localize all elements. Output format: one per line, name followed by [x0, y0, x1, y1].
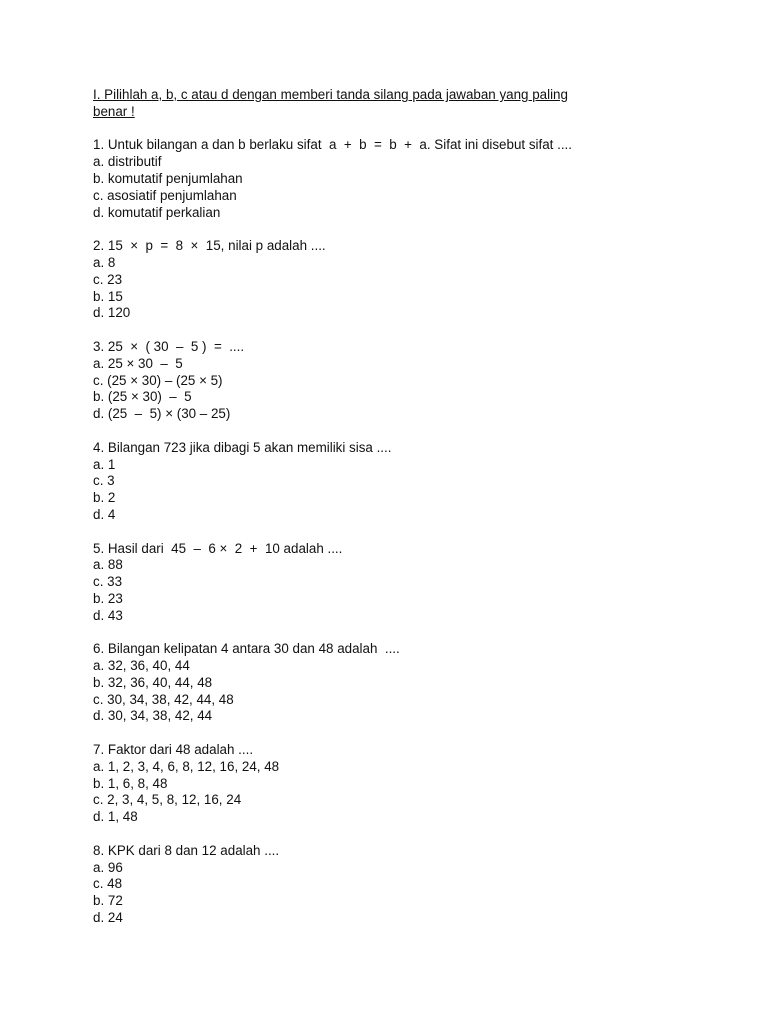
answer-option: c. 30, 34, 38, 42, 44, 48 — [93, 691, 234, 707]
answer-option: b. 1, 6, 8, 48 — [93, 775, 168, 791]
answer-option: d. 1, 48 — [93, 809, 138, 825]
answer-option: c. 48 — [93, 876, 123, 892]
question-3 — [93, 339, 693, 423]
answer-option: d. 120 — [93, 305, 131, 321]
question-1 — [93, 137, 693, 221]
answer-option-a: a. distributif — [93, 154, 162, 170]
question-text: 5. Hasil dari 45 – 6 × 2 + 10 adalah .... — [93, 540, 343, 556]
question-text: 4. Bilangan 723 jika dibagi 5 akan memiliki sisa .... — [93, 439, 392, 455]
question-8 — [93, 843, 693, 927]
answer-option: b. 32, 36, 40, 44, 48 — [93, 674, 213, 690]
answer-option: a. 1, 2, 3, 4, 6, 8, 12, 16, 24, 48 — [93, 758, 280, 774]
answer-option: a. 25 × 30 – 5 — [93, 355, 183, 371]
answer-option: b. 15 — [93, 288, 123, 304]
answer-option: c. 33 — [93, 574, 123, 590]
answer-option: d. 30, 34, 38, 42, 44 — [93, 708, 213, 724]
answer-option: a. 32, 36, 40, 44 — [93, 658, 190, 674]
answer-option: c. 2, 3, 4, 5, 8, 12, 16, 24 — [93, 792, 242, 808]
question-text: 3. 25 × ( 30 – 5 ) = .... — [93, 338, 245, 354]
answer-option-c: c. asosiatif penjumlahan — [93, 187, 237, 203]
question-2 — [93, 238, 693, 322]
instruction-line-1: I. Pilihlah a, b, c atau d dengan memberi tanda silang pada jawaban yang paling — [93, 87, 568, 102]
answer-option: d. (25 – 5) × (30 – 25) — [93, 406, 231, 422]
question-6 — [93, 641, 693, 725]
question-text: 7. Faktor dari 48 adalah .... — [93, 742, 254, 758]
answer-option: b. 2 — [93, 490, 116, 506]
answer-option: b. (25 × 30) – 5 — [93, 389, 192, 405]
question-4 — [93, 440, 693, 524]
answer-option: a. 88 — [93, 557, 123, 573]
document-page — [93, 87, 693, 944]
answer-option: c. 3 — [93, 473, 115, 489]
question-text: 2. 15 × p = 8 × 15, nilai p adalah .... — [93, 238, 326, 254]
instruction-line-2: benar ! — [93, 103, 135, 119]
answer-option: b. 72 — [93, 893, 123, 909]
answer-option: b. 23 — [93, 590, 123, 606]
question-text: 8. KPK dari 8 dan 12 adalah .... — [93, 842, 280, 858]
answer-option-b: b. komutatif penjumlahan — [93, 170, 243, 186]
answer-option: a. 96 — [93, 859, 123, 875]
answer-option: d. 43 — [93, 607, 123, 623]
answer-option: c. (25 × 30) – (25 × 5) — [93, 372, 223, 388]
answer-option: a. 8 — [93, 254, 116, 270]
answer-option: d. 4 — [93, 506, 116, 522]
answer-option: d. 24 — [93, 910, 123, 926]
answer-option: c. 23 — [93, 271, 123, 287]
answer-option-d: d. komutatif perkalian — [93, 204, 221, 220]
question-text: 6. Bilangan kelipatan 4 antara 30 dan 48 adalah .... — [93, 641, 400, 657]
question-5 — [93, 541, 693, 625]
question-text: 1. Untuk bilangan a dan b berlaku sifat a + b = b + a. Sifat ini disebut sifat .... — [93, 137, 573, 153]
question-7 — [93, 742, 693, 826]
instruction-heading — [93, 87, 693, 121]
answer-option: a. 1 — [93, 456, 116, 472]
